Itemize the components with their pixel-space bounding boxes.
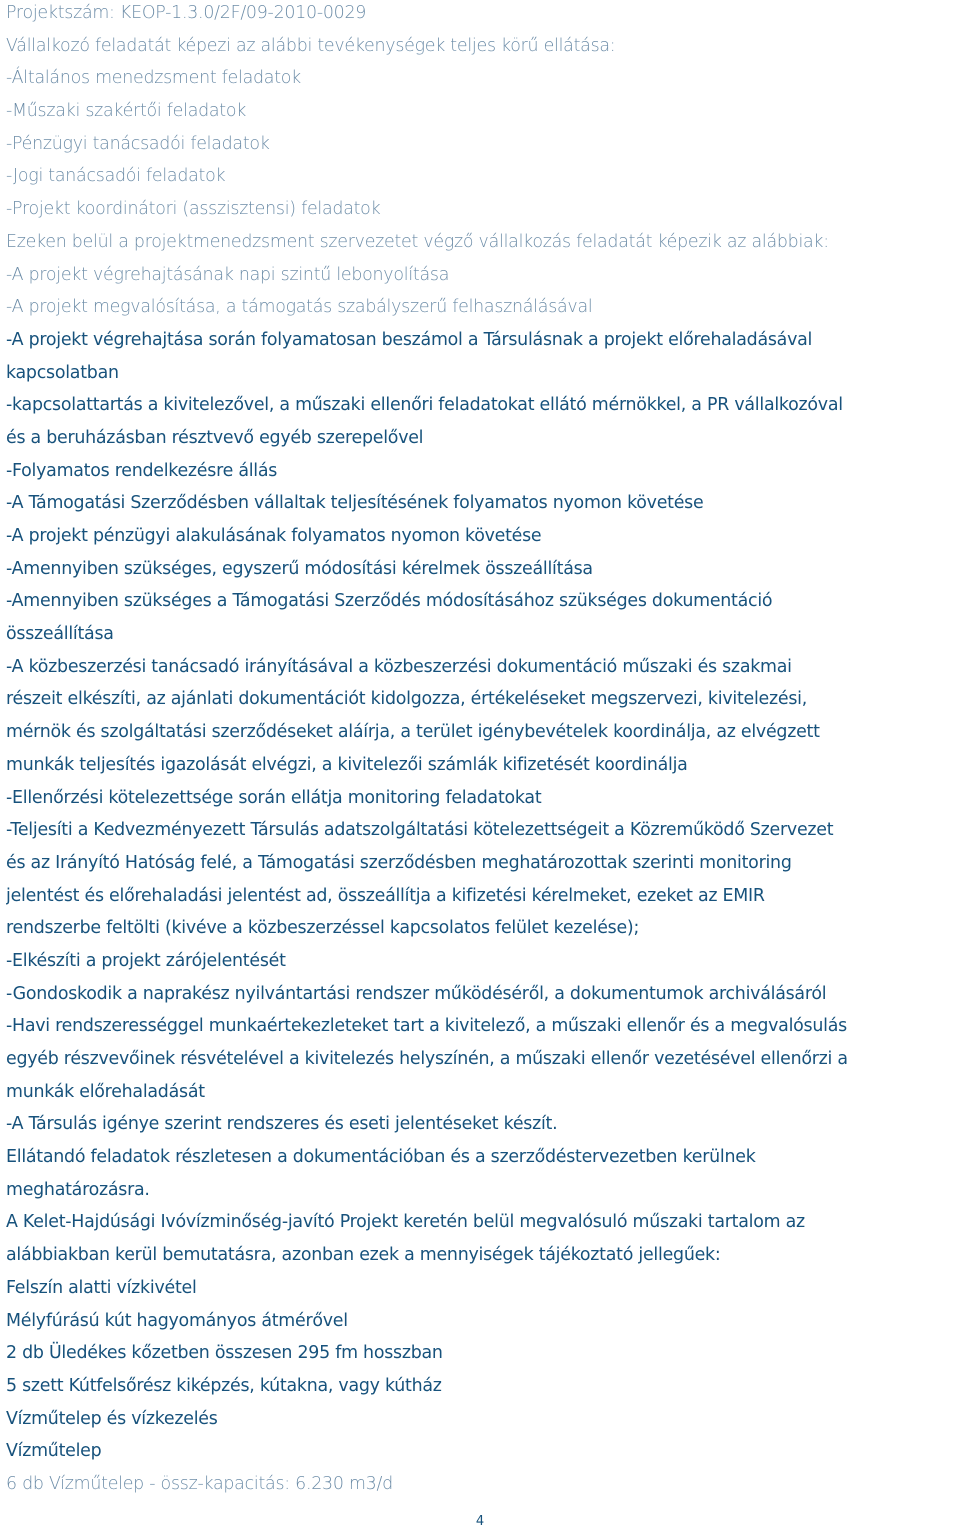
page-number: 4	[475, 1514, 485, 1529]
text-line: alábbiakban kerül bemutatásra, azonban ezek a mennyiségek tájékoztató jellegűek:	[6, 1245, 721, 1266]
text-line: rendszerbe feltölti (kivéve a közbeszerzéssel kapcsolatos felület kezelése);	[6, 918, 640, 939]
text-line: és a beruházásban résztvevő egyéb szerepelővel	[6, 427, 424, 448]
text-line: Projektszám: KEOP-1.3.0/2F/09-2010-0029	[6, 3, 367, 23]
text-line: -Elkészíti a projekt zárójelentését	[6, 950, 286, 971]
text-line: Ezeken belül a projektmenedzsment szervezetet végző vállalkozás feladatát képezik az alábbiak:	[6, 231, 829, 252]
text-line: Mélyfúrású kút hagyományos átmérővel	[6, 1310, 348, 1331]
text-line: jelentést és előrehaladási jelentést ad, összeállítja a kifizetési kérelmeket, ezeket az EMIR	[6, 885, 765, 906]
text-line: mérnök és szolgáltatási szerződéseket aláírja, a terület igénybevételek koordinálja, az elvégzett	[6, 722, 820, 743]
text-line: -Ellenőrzési kötelezettsége során ellátja monitoring feladatokat	[6, 787, 542, 808]
text-line: Ellátandó feladatok részletesen a dokumentációban és a szerződéstervezetben kerülnek	[6, 1147, 756, 1168]
text-line: -A projekt végrehajtásának napi szintű lebonyolítása	[6, 264, 450, 285]
text-line: -A projekt pénzügyi alakulásának folyamatos nyomon követése	[6, 526, 542, 546]
text-line: A Kelet-Hajdúsági Ivóvízminőség-javító Projekt keretén belül megvalósuló műszaki tartalom az	[6, 1212, 805, 1233]
text-line: munkák előrehaladását	[6, 1081, 205, 1102]
text-line: -Pénzügyi tanácsadói feladatok	[6, 133, 270, 154]
text-line: -A közbeszerzési tanácsadó irányításával a közbeszerzési dokumentáció műszaki és szakmai	[6, 656, 792, 677]
text-line: Vízműtelep	[6, 1441, 102, 1462]
document-body	[6, 0, 956, 1504]
text-line: -Amennyiben szükséges, egyszerű módosítási kérelmek összeállítása	[6, 558, 593, 579]
text-line: 2 db Üledékes kőzetben összesen 295 fm hosszban	[6, 1343, 443, 1364]
text-line: 5 szett Kútfelsőrész kiképzés, kútakna, vagy kútház	[6, 1375, 442, 1396]
text-line: -Gondoskodik a naprakész nyilvántartási rendszer működéséről, a dokumentumok archiválásáról	[6, 983, 827, 1004]
text-line: és az Irányító Hatóság felé, a Támogatási szerződésben meghatározottak szerinti monitoring	[6, 852, 792, 873]
text-line: 6 db Vízműtelep - össz-kapacitás: 6.230 m3/d	[6, 1473, 393, 1494]
text-line: -Havi rendszerességgel munkaértekezleteket tart a kivitelező, a műszaki ellenőr és a megvalósulás	[6, 1016, 847, 1037]
text-line: Vízműtelep és vízkezelés	[6, 1408, 218, 1429]
text-line: -kapcsolattartás a kivitelezővel, a műszaki ellenőri feladatokat ellátó mérnökkel, a PR vállalkozóval	[6, 395, 843, 416]
text-line: -A Társulás igénye szerint rendszeres és eseti jelentéseket készít.	[6, 1114, 558, 1135]
text-line: Vállalkozó feladatát képezi az alábbi tevékenységek teljes körű ellátása:	[6, 35, 616, 56]
text-line: -A projekt végrehajtása során folyamatosan beszámol a Társulásnak a projekt előrehaladásával	[6, 329, 813, 350]
text-line: -Általános menedzsment feladatok	[6, 68, 301, 89]
text-line: -Jogi tanácsadói feladatok	[6, 166, 226, 187]
text-line: egyéb részvevőinek résvételével a kivitelezés helyszínén, a műszaki ellenőr vezetésével ellenőrzi a	[6, 1049, 848, 1069]
text-line: -A Támogatási Szerződésben vállaltak teljesítésének folyamatos nyomon követése	[6, 493, 704, 514]
text-line: -Műszaki szakértői feladatok	[6, 101, 247, 122]
text-line: meghatározásra.	[6, 1179, 150, 1200]
text-line: kapcsolatban	[6, 362, 119, 383]
text-line: -Folyamatos rendelkezésre állás	[6, 460, 278, 481]
text-line: összeállítása	[6, 624, 114, 645]
text-line: munkák teljesítés igazolását elvégzi, a kivitelezői számlák kifizetését koordinálja	[6, 754, 688, 775]
text-line: -A projekt megvalósítása, a támogatás szabályszerű felhasználásával	[6, 297, 593, 318]
text-line: -Projekt koordinátori (asszisztensi) feladatok	[6, 199, 381, 220]
text-line: Felszín alatti vízkivétel	[6, 1277, 197, 1298]
text-line: -Teljesíti a Kedvezményezett Társulás adatszolgáltatási kötelezettségeit a Közreműködő Szervezet	[6, 820, 834, 841]
text-line: -Amennyiben szükséges a Támogatási Szerződés módosításához szükséges dokumentáció	[6, 591, 773, 612]
text-line: részeit elkészíti, az ajánlati dokumentációt kidolgozza, értékeléseket megszervezi, kivitelezési,	[6, 689, 808, 710]
